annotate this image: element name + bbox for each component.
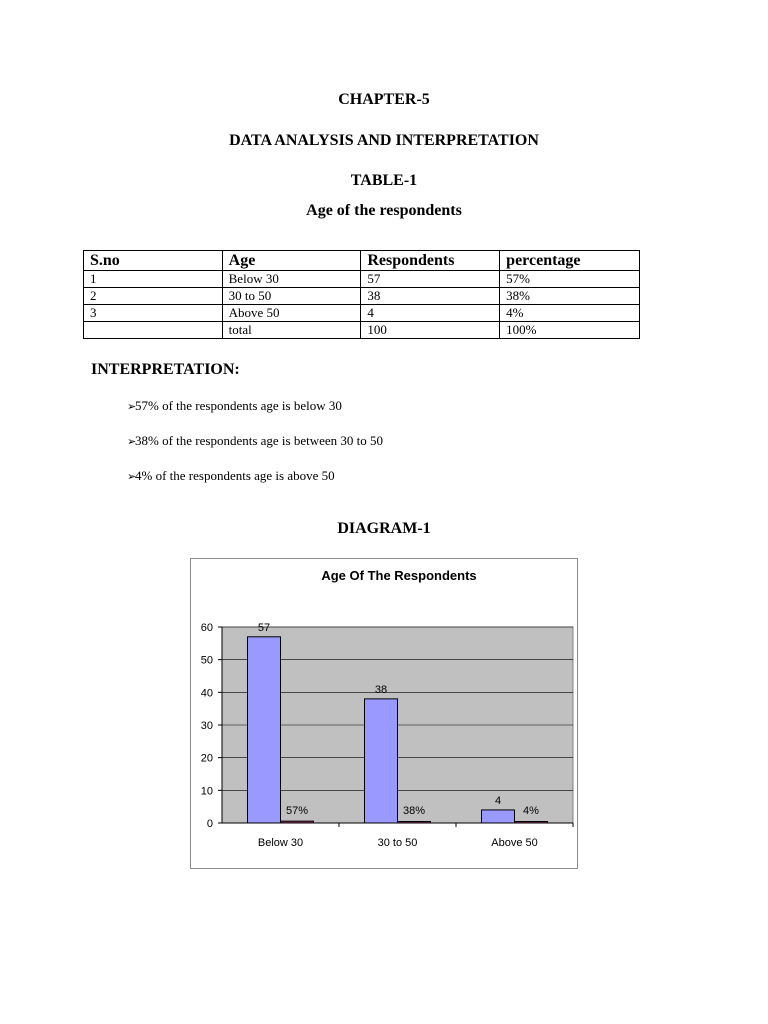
bar-respondents [482,810,515,823]
table-row [84,288,640,305]
cell-respondents: 4 [361,305,500,322]
list-item [127,398,383,433]
x-tick-label: Above 50 [491,837,538,849]
chart-canvas [191,559,577,868]
data-label-respondents: 4 [494,794,502,807]
table-row [84,271,640,288]
list-item [127,433,383,468]
chart-plot-area [201,622,573,849]
arrow-bullet-icon: ➢ [127,400,137,413]
bar-respondents [248,637,281,823]
y-tick-label: 60 [200,622,213,634]
y-tick-label: 30 [200,720,213,732]
cell-age: Below 30 [222,271,361,288]
header-sno: S.no [84,251,223,271]
cell-sno: 1 [84,271,223,288]
interpretation-list [127,398,383,503]
table-header-row [84,251,640,271]
header-respondents: Respondents [361,251,500,271]
cell-respondents: 57 [361,271,500,288]
list-item-text: 38% of the respondents age is between 30 to 50 [135,433,384,448]
data-label-respondents: 38 [374,683,388,696]
data-label-percentage: 38% [402,805,426,817]
y-tick-label: 50 [200,654,213,667]
y-tick-label: 20 [200,752,213,765]
list-item [127,468,383,503]
chart-title: Age Of The Respondents [321,568,477,583]
bar-respondents [365,699,398,823]
cell-percentage: 57% [500,271,640,288]
cell-respondents: 100 [361,322,500,339]
age-bar-chart [190,558,578,869]
cell-age: 30 to 50 [222,288,361,305]
y-tick-label: 10 [200,785,213,798]
cell-age: Above 50 [222,305,361,322]
cell-percentage: 38% [500,288,640,305]
cell-respondents: 38 [361,288,500,305]
cell-percentage: 4% [500,305,640,322]
data-label-percentage: 57% [285,805,309,817]
cell-sno: 2 [84,288,223,305]
y-tick-label: 40 [200,687,213,700]
interpretation-heading: INTERPRETATION: [91,361,240,378]
chapter-heading: CHAPTER-5 [338,91,430,108]
arrow-bullet-icon: ➢ [127,470,137,483]
arrow-bullet-icon: ➢ [127,435,137,448]
respondents-age-table [83,250,640,339]
bar-percentage [515,822,548,824]
bar-percentage [398,822,431,824]
x-tick-label: 30 to 50 [377,837,418,849]
table-row [84,305,640,322]
data-label-percentage: 4% [523,805,539,817]
header-age: Age [222,251,361,271]
y-tick-label: 0 [206,818,213,830]
cell-age: total [222,322,361,339]
cell-sno: 3 [84,305,223,322]
diagram-label: DIAGRAM-1 [337,520,431,537]
header-percentage: percentage [500,251,640,271]
list-item-text: 57% of the respondents age is below 30 [135,398,342,413]
x-tick-label: Below 30 [257,837,304,849]
table-total-row [84,322,640,339]
table-caption: Age of the respondents [306,202,462,219]
list-item-text: 4% of the respondents age is above 50 [135,468,335,483]
section-heading: DATA ANALYSIS AND INTERPRETATION [229,132,539,149]
cell-sno [84,322,223,339]
bar-percentage [281,821,314,823]
table-label: TABLE-1 [350,172,418,189]
cell-percentage: 100% [500,322,640,339]
data-label-respondents: 57 [257,621,271,634]
